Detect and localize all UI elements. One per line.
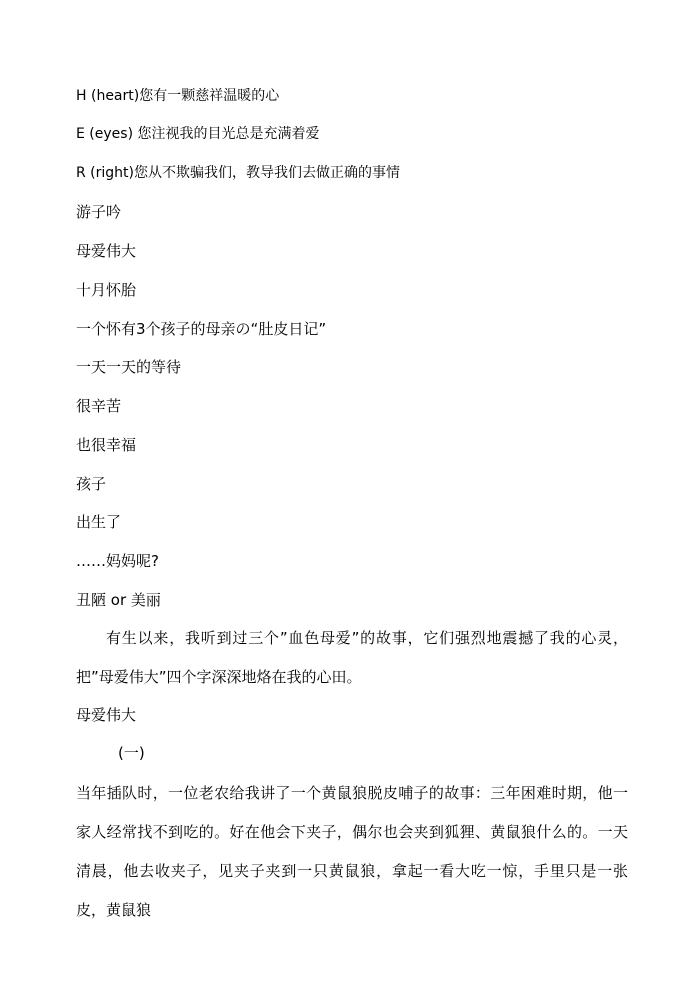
text-line: 很辛苦 bbox=[76, 397, 122, 415]
text-line: 一个怀有3个孩子的母亲の“肚皮日记” bbox=[76, 320, 327, 338]
text-line: 孩子 bbox=[76, 475, 107, 493]
paragraph: 当年插队时，一位老农给我讲了一个黄鼠狼脱皮哺子的故事：三年困难时期，他一家人经常找不到吃的。好在他会下夹子，偶尔也会夹到狐狸、黄鼠狼什么的。一天清晨，他去收夹子，见夹子夹到一只黄鼠狼，拿起一看大吃一惊，手里只是一张皮，黄鼠狼 bbox=[76, 784, 628, 919]
text-line: 母爱伟大 bbox=[76, 242, 137, 260]
acrostic-line-eyes: E (eyes) 您注视我的目光总是充满着爱 bbox=[76, 126, 320, 142]
text-line: 出生了 bbox=[76, 513, 122, 531]
text-line: 也很幸福 bbox=[76, 436, 137, 454]
section-marker: (一) bbox=[118, 744, 145, 762]
text-line: 一天一天的等待 bbox=[76, 358, 182, 376]
text-line: ……妈妈呢? bbox=[76, 552, 159, 570]
text-line: 丑陋 or 美丽 bbox=[76, 591, 161, 609]
section-heading: 母爱伟大 bbox=[76, 706, 137, 724]
acrostic-line-heart: H (heart)您有一颗慈祥温暖的心 bbox=[76, 88, 280, 104]
paragraph: 有生以来，我听到过三个”血色母爱”的故事，它们强烈地震撼了我的心灵，把”母爱伟大”四个字深深地烙在我的心田。 bbox=[76, 629, 628, 686]
acrostic-line-right: R (right)您从不欺骗我们，教导我们去做正确的事情 bbox=[76, 165, 400, 181]
text-line: 游子吟 bbox=[76, 203, 122, 221]
text-line: 十月怀胎 bbox=[76, 281, 137, 299]
